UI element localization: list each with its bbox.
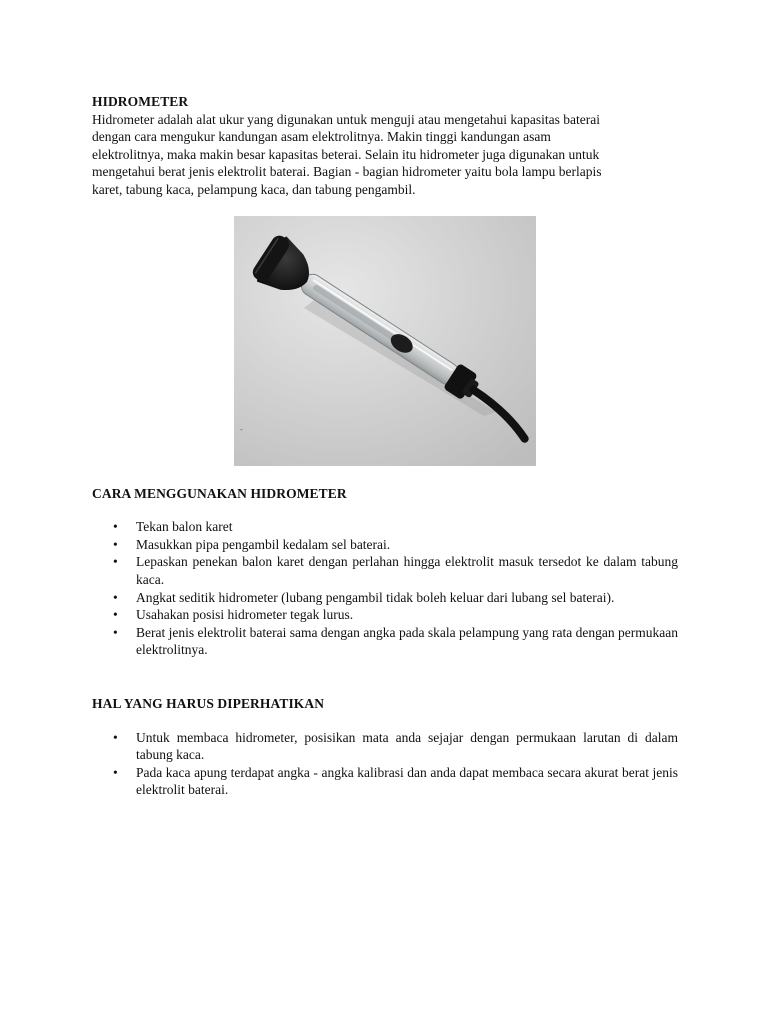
section-title-cara-menggunakan: CARA MENGGUNAKAN HIDROMETER xyxy=(92,485,347,501)
list-item-text: Pada kaca apung terdapat angka - angka kalibrasi dan anda dapat membaca secara akurat berat jenis elektrolit baterai. xyxy=(136,764,678,798)
bullet-icon: • xyxy=(113,519,118,535)
list-item-text: Tekan balon karet xyxy=(136,519,233,535)
bullet-icon: • xyxy=(113,554,118,570)
list-item-text: Untuk membaca hidrometer, posisikan mata anda sejajar dengan permukaan larutan di dalam tabung kaca. xyxy=(136,729,678,763)
hydrometer-photo xyxy=(234,216,536,466)
list-item xyxy=(92,536,678,554)
notes-list xyxy=(92,729,680,799)
list-item-text: Usahakan posisi hidrometer tegak lurus. xyxy=(136,607,354,623)
bullet-icon: • xyxy=(113,624,118,640)
document-page xyxy=(92,93,680,799)
list-item xyxy=(92,553,678,588)
section-title-hal-yang-harus: HAL YANG HARUS DIPERHATIKAN xyxy=(92,695,325,711)
list-item xyxy=(92,764,678,799)
intro-line: karet, tabung kaca, pelampung kaca, dan tabung pengambil. xyxy=(92,181,416,197)
list-item xyxy=(92,624,678,659)
usage-steps-list xyxy=(92,518,680,659)
list-item-text: Berat jenis elektrolit baterai sama dengan angka pada skala pelampung yang rata dengan permukaan elektrolitnya. xyxy=(136,624,678,658)
svg-text:-: - xyxy=(240,424,243,434)
hydrometer-illustration xyxy=(234,216,536,466)
intro-line: elektrolitnya, maka makin besar kapasitas beterai. Selain itu hidrometer juga digunakan untuk xyxy=(92,146,600,162)
list-item xyxy=(92,518,678,536)
list-item-text: Lepaskan penekan balon karet dengan perlahan hingga elektrolit masuk tersedot ke dalam tabung kaca. xyxy=(136,554,678,587)
intro-line: dengan cara mengukur kandungan asam elektrolitnya. Makin tinggi kandungan asam xyxy=(92,129,551,145)
list-item xyxy=(92,729,678,764)
bullet-icon: • xyxy=(113,607,118,623)
list-item-text: Angkat seditik hidrometer (lubang pengambil tidak boleh keluar dari lubang sel baterai). xyxy=(136,589,615,605)
list-item xyxy=(92,589,678,607)
bullet-icon: • xyxy=(113,764,118,780)
intro-line: mengetahui berat jenis elektrolit baterai. Bagian - bagian hidrometer yaitu bola lampu berlapis xyxy=(92,164,602,180)
intro-line: Hidrometer adalah alat ukur yang digunakan untuk menguji atau mengetahui kapasitas baterai xyxy=(92,111,600,127)
bullet-icon: • xyxy=(113,589,118,605)
bullet-icon: • xyxy=(113,729,118,745)
bullet-icon: • xyxy=(113,536,118,552)
intro-paragraph xyxy=(92,111,672,199)
section-title-hidrometer: HIDROMETER xyxy=(92,94,189,109)
list-item xyxy=(92,606,678,624)
list-item-text: Masukkan pipa pengambil kedalam sel baterai. xyxy=(136,536,391,552)
